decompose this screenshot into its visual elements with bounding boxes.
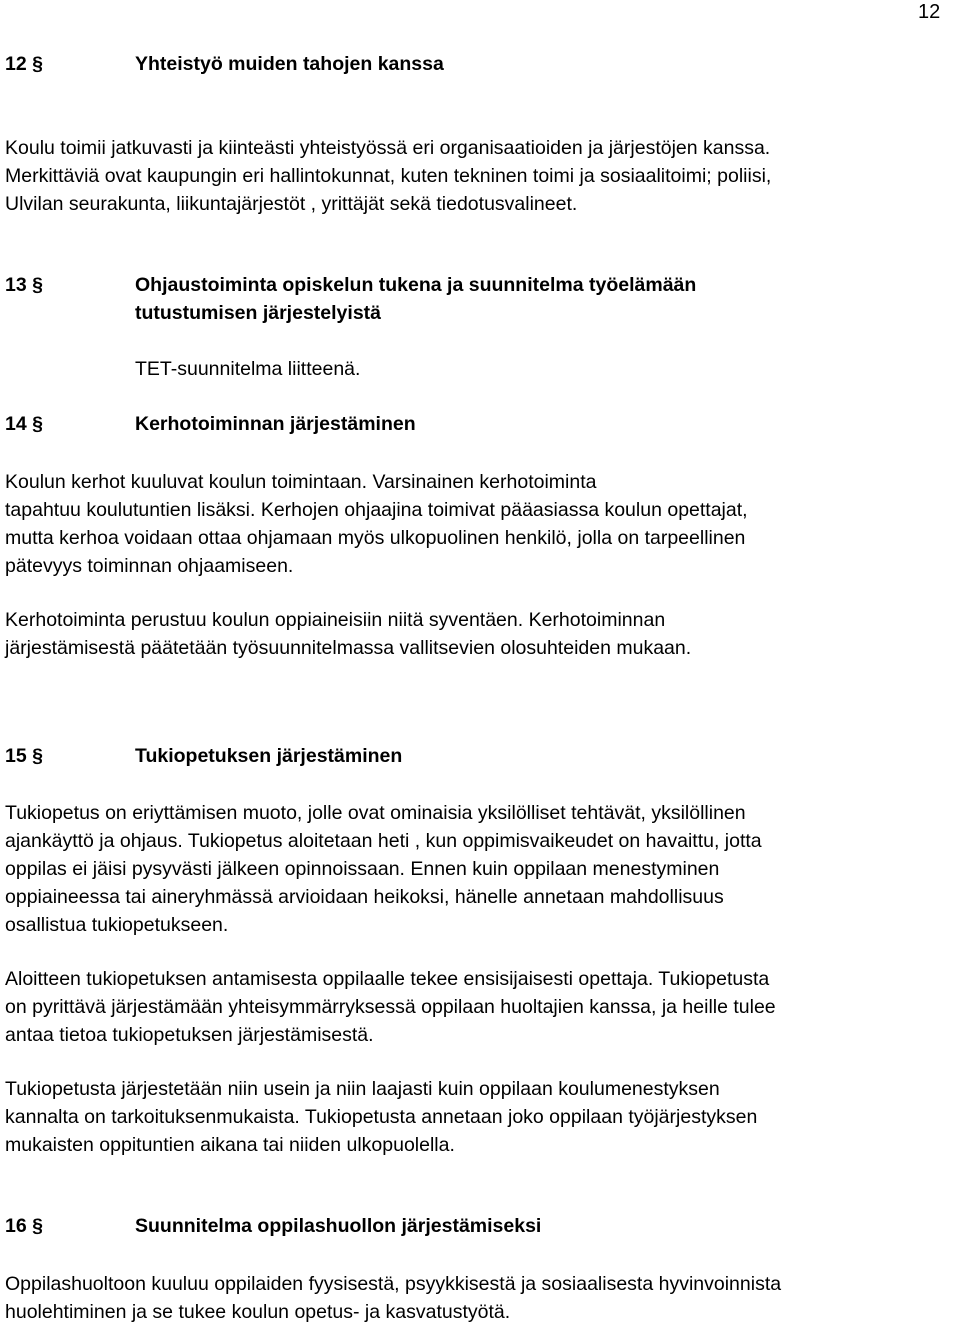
text-line: osallistua tukiopetukseen. bbox=[5, 914, 229, 936]
text-line: mukaisten oppituntien aikana tai niiden ulkopuolella. bbox=[5, 1134, 455, 1156]
text-line: kannalta on tarkoituksenmukaista. Tukiopetusta annetaan joko oppilaan työjärjestyksen bbox=[5, 1106, 758, 1128]
text-line: Tukiopetusta järjestetään niin usein ja niin laajasti kuin oppilaan koulumenestyksen bbox=[5, 1078, 720, 1100]
paragraph bbox=[135, 355, 955, 383]
section-title: tutustumisen järjestelyistä bbox=[135, 302, 381, 324]
text-line: tapahtuu koulutuntien lisäksi. Kerhojen ohjaajina toimivat pääasiassa koulun opettajat, bbox=[5, 499, 748, 521]
text-line: oppiaineessa tai aineryhmässä arvioidaan heikoksi, hänelle annetaan mahdollisuus bbox=[5, 886, 724, 908]
paragraph bbox=[5, 1075, 955, 1159]
section-title: Kerhotoiminnan järjestäminen bbox=[135, 413, 416, 435]
section-number: 13 § bbox=[5, 274, 43, 296]
paragraph bbox=[5, 1270, 955, 1326]
text-line: Koulu toimii jatkuvasti ja kiinteästi yhteistyössä eri organisaatioiden ja järjestöjen kanssa. bbox=[5, 137, 771, 159]
section-number: 15 § bbox=[5, 745, 43, 767]
section-number: 14 § bbox=[5, 413, 43, 435]
section-title: Ohjaustoiminta opiskelun tukena ja suunnitelma työelämään bbox=[135, 274, 697, 296]
section-number: 16 § bbox=[5, 1215, 43, 1237]
section-title: Suunnitelma oppilashuollon järjestämiseksi bbox=[135, 1215, 542, 1237]
page-number: 12 bbox=[918, 1, 941, 23]
text-line: pätevyys toiminnan ohjaamiseen. bbox=[5, 555, 294, 577]
text-line: huolehtiminen ja se tukee koulun opetus- ja kasvatustyötä. bbox=[5, 1301, 511, 1323]
text-line: antaa tietoa tukiopetuksen järjestämisestä. bbox=[5, 1024, 374, 1046]
section-number: 12 § bbox=[5, 53, 43, 75]
text-line: mutta kerhoa voidaan ottaa ohjamaan myös ulkopuolinen henkilö, jolla on tarpeellinen bbox=[5, 527, 746, 549]
text-line: Ulvilan seurakunta, liikuntajärjestöt , yrittäjät sekä tiedotusvalineet. bbox=[5, 193, 578, 215]
paragraph bbox=[5, 134, 955, 218]
text-line: Aloitteen tukiopetuksen antamisesta oppilaalle tekee ensisijaisesti opettaja. Tukiopetusta bbox=[5, 968, 770, 990]
text-line: Oppilashuoltoon kuuluu oppilaiden fyysisestä, psyykkisestä ja sosiaalisesta hyvinvoinnista bbox=[5, 1273, 782, 1295]
section-title: Tukiopetuksen järjestäminen bbox=[135, 745, 403, 767]
text-line: Koulun kerhot kuuluvat koulun toimintaan. Varsinainen kerhotoiminta bbox=[5, 471, 597, 493]
text-line: Merkittäviä ovat kaupungin eri hallintokunnat, kuten tekninen toimi ja sosiaalitoimi; poliisi, bbox=[5, 165, 772, 187]
text-line: on pyrittävä järjestämään yhteisymmärryksessä oppilaan huoltajien kanssa, ja heille tulee bbox=[5, 996, 776, 1018]
paragraph bbox=[5, 468, 955, 580]
paragraph bbox=[5, 965, 955, 1049]
text-line: järjestämisestä päätetään työsuunnitelmassa vallitsevien olosuhteiden mukaan. bbox=[5, 637, 692, 659]
text-line: TET-suunnitelma liitteenä. bbox=[135, 358, 361, 380]
text-line: Kerhotoiminta perustuu koulun oppiaineisiin niitä syventäen. Kerhotoiminnan bbox=[5, 609, 666, 631]
text-line: oppilas ei jäisi pysyvästi jälkeen opinnoissaan. Ennen kuin oppilaan menestyminen bbox=[5, 858, 720, 880]
paragraph bbox=[5, 606, 955, 662]
text-line: Tukiopetus on eriyttämisen muoto, jolle ovat ominaisia yksilölliset tehtävät, yksilöllinen bbox=[5, 802, 746, 824]
paragraph bbox=[5, 799, 955, 939]
text-line: ajankäyttö ja ohjaus. Tukiopetus aloitetaan heti , kun oppimisvaikeudet on havaittu, jotta bbox=[5, 830, 762, 852]
section-title: Yhteistyö muiden tahojen kanssa bbox=[135, 53, 444, 75]
